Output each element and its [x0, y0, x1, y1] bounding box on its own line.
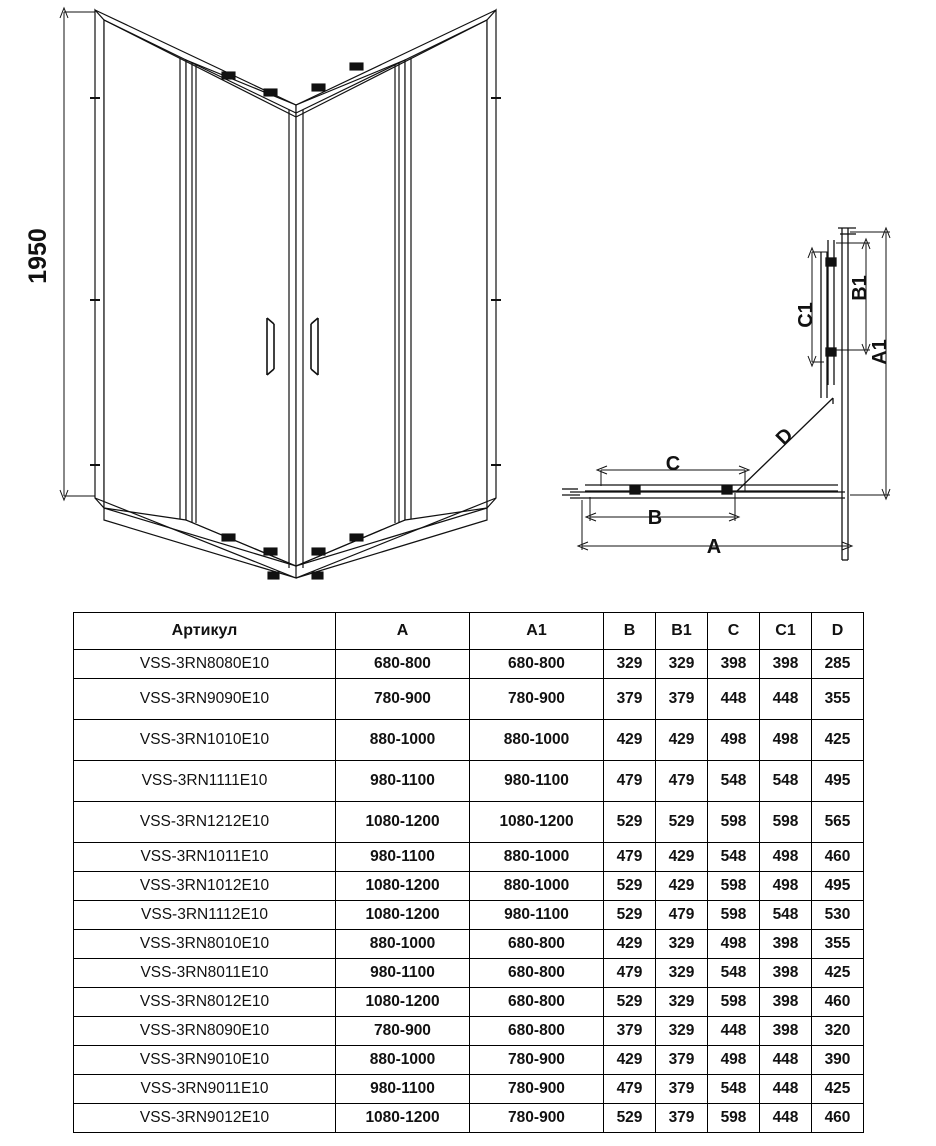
cell-a1: 680-800 [470, 1017, 604, 1046]
cell-a1: 980-1100 [470, 901, 604, 930]
plan-label-a: A [706, 536, 722, 558]
cell-b1: 479 [656, 761, 708, 802]
cell-c: 598 [708, 802, 760, 843]
cell-b1: 429 [656, 872, 708, 901]
cell-b: 529 [604, 1104, 656, 1133]
cell-c1: 448 [760, 1046, 812, 1075]
cell-d: 530 [812, 901, 864, 930]
cell-d: 355 [812, 930, 864, 959]
cell-article: VSS-3RN9010E10 [74, 1046, 336, 1075]
cell-b1: 329 [656, 650, 708, 679]
header-b: B [604, 613, 656, 650]
cell-c1: 398 [760, 1017, 812, 1046]
table-row [74, 650, 864, 679]
cell-c: 548 [708, 1075, 760, 1104]
cell-c1: 448 [760, 679, 812, 720]
cell-c1: 448 [760, 1075, 812, 1104]
cell-a1: 680-800 [470, 930, 604, 959]
cell-b1: 379 [656, 1046, 708, 1075]
cell-b1: 479 [656, 901, 708, 930]
cell-a: 880-1000 [336, 930, 470, 959]
cell-d: 390 [812, 1046, 864, 1075]
cell-d: 460 [812, 1104, 864, 1133]
cell-a1: 980-1100 [470, 761, 604, 802]
cell-a1: 780-900 [470, 679, 604, 720]
cell-d: 320 [812, 1017, 864, 1046]
cell-a: 780-900 [336, 679, 470, 720]
cell-d: 285 [812, 650, 864, 679]
cell-d: 565 [812, 802, 864, 843]
table-row [74, 959, 864, 988]
plan-dimension-lines [578, 228, 890, 550]
plan-label-b: B [647, 507, 663, 529]
cell-d: 460 [812, 843, 864, 872]
cell-a: 980-1100 [336, 761, 470, 802]
table-row [74, 1046, 864, 1075]
cell-a: 980-1100 [336, 843, 470, 872]
cell-c1: 498 [760, 720, 812, 761]
cell-article: VSS-3RN9011E10 [74, 1075, 336, 1104]
cell-c: 498 [708, 720, 760, 761]
cell-a1: 880-1000 [470, 872, 604, 901]
cell-article: VSS-3RN9012E10 [74, 1104, 336, 1133]
cell-d: 425 [812, 720, 864, 761]
specification-table-wrapper [73, 612, 863, 1133]
cell-a: 880-1000 [336, 1046, 470, 1075]
cell-b: 379 [604, 679, 656, 720]
plan-label-c1: C1 [795, 302, 817, 328]
cell-b1: 429 [656, 843, 708, 872]
cell-b: 429 [604, 720, 656, 761]
cell-a1: 780-900 [470, 1075, 604, 1104]
height-label: 1950 [24, 228, 52, 284]
header-article: Артикул [74, 613, 336, 650]
cell-a: 880-1000 [336, 720, 470, 761]
cell-c1: 448 [760, 1104, 812, 1133]
table-row [74, 872, 864, 901]
header-c: C [708, 613, 760, 650]
table-row [74, 761, 864, 802]
cell-c: 498 [708, 1046, 760, 1075]
cell-d: 355 [812, 679, 864, 720]
cell-c1: 398 [760, 959, 812, 988]
cell-c1: 398 [760, 650, 812, 679]
table-row [74, 1104, 864, 1133]
table-row [74, 901, 864, 930]
cell-a1: 680-800 [470, 959, 604, 988]
cell-b: 479 [604, 761, 656, 802]
cell-article: VSS-3RN8011E10 [74, 959, 336, 988]
cell-c1: 498 [760, 843, 812, 872]
cell-a: 980-1100 [336, 1075, 470, 1104]
cell-b: 479 [604, 1075, 656, 1104]
cell-a1: 780-900 [470, 1046, 604, 1075]
cell-c1: 398 [760, 930, 812, 959]
cell-a1: 880-1000 [470, 843, 604, 872]
cell-b: 429 [604, 1046, 656, 1075]
cell-b1: 379 [656, 679, 708, 720]
plan-label-c: C [665, 453, 681, 475]
cell-c: 448 [708, 1017, 760, 1046]
cell-b: 529 [604, 901, 656, 930]
cell-a1: 780-900 [470, 1104, 604, 1133]
cell-b: 329 [604, 650, 656, 679]
cell-d: 460 [812, 988, 864, 1017]
header-a1: A1 [470, 613, 604, 650]
header-b1: B1 [656, 613, 708, 650]
cell-c: 598 [708, 872, 760, 901]
cell-a1: 880-1000 [470, 720, 604, 761]
cell-c: 598 [708, 988, 760, 1017]
plan-label-b1: B1 [849, 275, 871, 301]
right-panel-outline [296, 10, 496, 566]
cell-c: 598 [708, 901, 760, 930]
cell-article: VSS-3RN8010E10 [74, 930, 336, 959]
height-dimension [60, 8, 95, 500]
cell-b: 429 [604, 930, 656, 959]
cell-b: 379 [604, 1017, 656, 1046]
cell-article: VSS-3RN1010E10 [74, 720, 336, 761]
cell-b1: 329 [656, 930, 708, 959]
cell-b1: 329 [656, 959, 708, 988]
table-row [74, 1017, 864, 1046]
cell-a1: 680-800 [470, 988, 604, 1017]
cell-a: 780-900 [336, 1017, 470, 1046]
cell-article: VSS-3RN1212E10 [74, 802, 336, 843]
cell-article: VSS-3RN1012E10 [74, 872, 336, 901]
cell-d: 495 [812, 761, 864, 802]
cell-article: VSS-3RN1112E10 [74, 901, 336, 930]
cell-c1: 548 [760, 901, 812, 930]
cell-b1: 379 [656, 1075, 708, 1104]
header-a: A [336, 613, 470, 650]
table-row [74, 988, 864, 1017]
table-row [74, 843, 864, 872]
cell-b: 529 [604, 872, 656, 901]
cell-b: 529 [604, 802, 656, 843]
cell-c: 498 [708, 930, 760, 959]
cell-b1: 429 [656, 720, 708, 761]
cell-b1: 529 [656, 802, 708, 843]
header-d: D [812, 613, 864, 650]
cell-c: 548 [708, 843, 760, 872]
cell-a: 1080-1200 [336, 802, 470, 843]
plan-label-a1: A1 [869, 339, 891, 365]
cell-b: 479 [604, 843, 656, 872]
table-header-row [74, 613, 864, 650]
cell-article: VSS-3RN9090E10 [74, 679, 336, 720]
table-row [74, 679, 864, 720]
cell-a: 980-1100 [336, 959, 470, 988]
cell-b1: 329 [656, 988, 708, 1017]
table-row [74, 802, 864, 843]
cell-c1: 398 [760, 988, 812, 1017]
cell-a: 1080-1200 [336, 1104, 470, 1133]
cell-c: 598 [708, 1104, 760, 1133]
cell-b1: 329 [656, 1017, 708, 1046]
cell-a: 1080-1200 [336, 988, 470, 1017]
cell-a: 680-800 [336, 650, 470, 679]
header-c1: C1 [760, 613, 812, 650]
table-row [74, 1075, 864, 1104]
cell-a: 1080-1200 [336, 901, 470, 930]
cell-b: 479 [604, 959, 656, 988]
cell-b: 529 [604, 988, 656, 1017]
plan-label-d: D [771, 423, 798, 450]
cell-a1: 680-800 [470, 650, 604, 679]
cell-article: VSS-3RN1011E10 [74, 843, 336, 872]
cell-d: 495 [812, 872, 864, 901]
cell-c1: 498 [760, 872, 812, 901]
table-row [74, 930, 864, 959]
cell-a: 1080-1200 [336, 872, 470, 901]
cell-c: 398 [708, 650, 760, 679]
cell-c: 548 [708, 761, 760, 802]
cell-a1: 1080-1200 [470, 802, 604, 843]
cell-article: VSS-3RN8090E10 [74, 1017, 336, 1046]
cell-article: VSS-3RN1111E10 [74, 761, 336, 802]
cell-b1: 379 [656, 1104, 708, 1133]
cell-d: 425 [812, 1075, 864, 1104]
cell-c: 548 [708, 959, 760, 988]
table-body [74, 650, 864, 1133]
table-row [74, 720, 864, 761]
cell-c: 448 [708, 679, 760, 720]
cell-article: VSS-3RN8080E10 [74, 650, 336, 679]
cell-article: VSS-3RN8012E10 [74, 988, 336, 1017]
cell-c1: 598 [760, 802, 812, 843]
cell-c1: 548 [760, 761, 812, 802]
cell-d: 425 [812, 959, 864, 988]
specification-table [73, 612, 864, 1133]
